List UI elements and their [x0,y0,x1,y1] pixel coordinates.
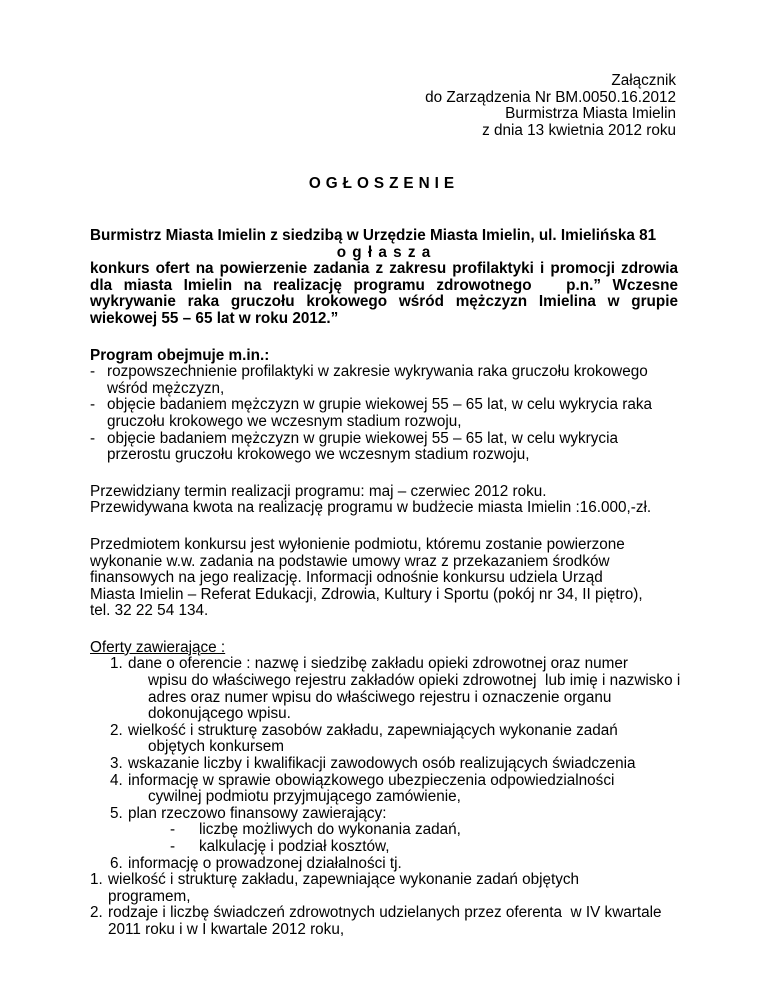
document-body [90,227,681,939]
offer-item: 6. informację o prowadzonej działalności tj. [110,854,402,872]
activity-item: 1. wielkość i strukturę zakładu, zapewniające wykonanie zadań objętych programem, [90,871,580,905]
subject-line-4: wiekowej 55 – 65 lat w roku 2012.” [90,309,339,327]
bullet-dash: - [90,396,96,414]
bullet-dash: - [170,838,176,855]
plan-sub-item: - liczbę możliwych do wykonania zadań, [170,821,461,839]
intro-line: Burmistrz Miasta Imielin z siedzibą w Urzędzie Miasta Imielin, ul. Imielińska 81 [90,227,657,244]
subject-line-1: konkurs ofert na powierzenie zadania z zakresu profilaktyki i promocji zdrowia [90,260,678,278]
subject-paragraph-line: Miasta Imielin – Referat Edukacji, Zdrowia, Kultury i Sportu (pokój nr 34, II piętro), [90,585,643,603]
offer-item: 1. dane o oferencie : nazwę i siedzibę zakładu opieki zdrowotnej oraz numer wpisu do właściwego rejestru zakładów opieki zdrowotnej lub imię i nazwisko i adres oraz numer wpisu do właściwego rejestru i oznaczenie organu dokonującego wpisu. [110,655,681,723]
activity-item: 2. rodzaje i liczbę świadczeń zdrowotnych udzielanych przez oferenta w IV kwartale 2011 roku i w I kwartale 2012 roku, [90,904,662,938]
document-title: OGŁOSZENIE [308,175,460,192]
attachment-header [425,73,676,139]
header-line-4: z dnia 13 kwietnia 2012 roku [482,121,676,139]
subject-paragraph-line: finansowych na jego realizację. Informacji odnośnie konkursu udziela Urząd [90,569,603,587]
subject-line-2: dla miasta Imielin na realizację programu zdrowotnego p.n.” Wczesne [90,276,678,294]
bullet-dash: - [90,429,96,447]
program-heading: Program obejmuje m.in.: [90,346,270,364]
offer-item: 2. wielkość i strukturę zasobów zakładu, zapewniających wykonanie zadań objętych konkursem [110,721,618,756]
header-line-3: Burmistrza Miasta Imielin [505,105,676,123]
offer-item: 5. plan rzeczowo finansowy zawierający: [110,804,387,822]
announces-word: o g ł a s z a [336,243,432,261]
bullet-dash: - [90,363,96,381]
program-item: - rozpowszechnienie profilaktyki w zakresie wykrywania raka gruczołu krokowego wśród mężczyzn, [90,363,648,397]
header-line-1: Załącznik [611,72,676,89]
program-item: - objęcie badaniem mężczyzn w grupie wiekowej 55 – 65 lat, w celu wykrycia przerostu gruczołu krokowego we wczesnym stadium rozwoju, [90,429,618,464]
subject-paragraph-line: Przedmiotem konkursu jest wyłonienie podmiotu, któremu zostanie powierzone [90,535,625,553]
subject-line-3: wykrywanie raka gruczołu krokowego wśród mężczyzn Imielina w grupie [90,293,678,311]
subject-paragraph-line: wykonanie w.w. zadania na podstawie umowy wraz z przekazaniem środków [90,552,610,570]
offer-item: 4. informację w sprawie obowiązkowego ubezpieczenia odpowiedzialności cywilnej podmiotu przyjmującego zamówienie, [110,771,615,806]
header-line-2: do Zarządzenia Nr BM.0050.16.2012 [425,88,676,106]
offer-item: 3. wskazanie liczby i kwalifikacji zawodowych osób realizujących świadczenia [110,755,636,773]
program-item: - objęcie badaniem mężczyzn w grupie wiekowej 55 – 65 lat, w celu wykrycia raka gruczołu krokowego we wczesnym stadium rozwoju, [90,396,652,430]
term-line: Przewidziany termin realizacji programu: maj – czerwiec 2012 roku. [90,482,547,500]
bullet-dash: - [170,821,176,839]
offers-heading: Oferty zawierające : [90,638,226,656]
budget-line: Przewidywana kwota na realizację programu w budżecie miasta Imielin :16.000,-zł. [90,499,652,517]
subject-paragraph-line: tel. 32 22 54 134. [90,602,209,620]
plan-sub-item: - kalkulację i podział kosztów, [170,838,390,855]
